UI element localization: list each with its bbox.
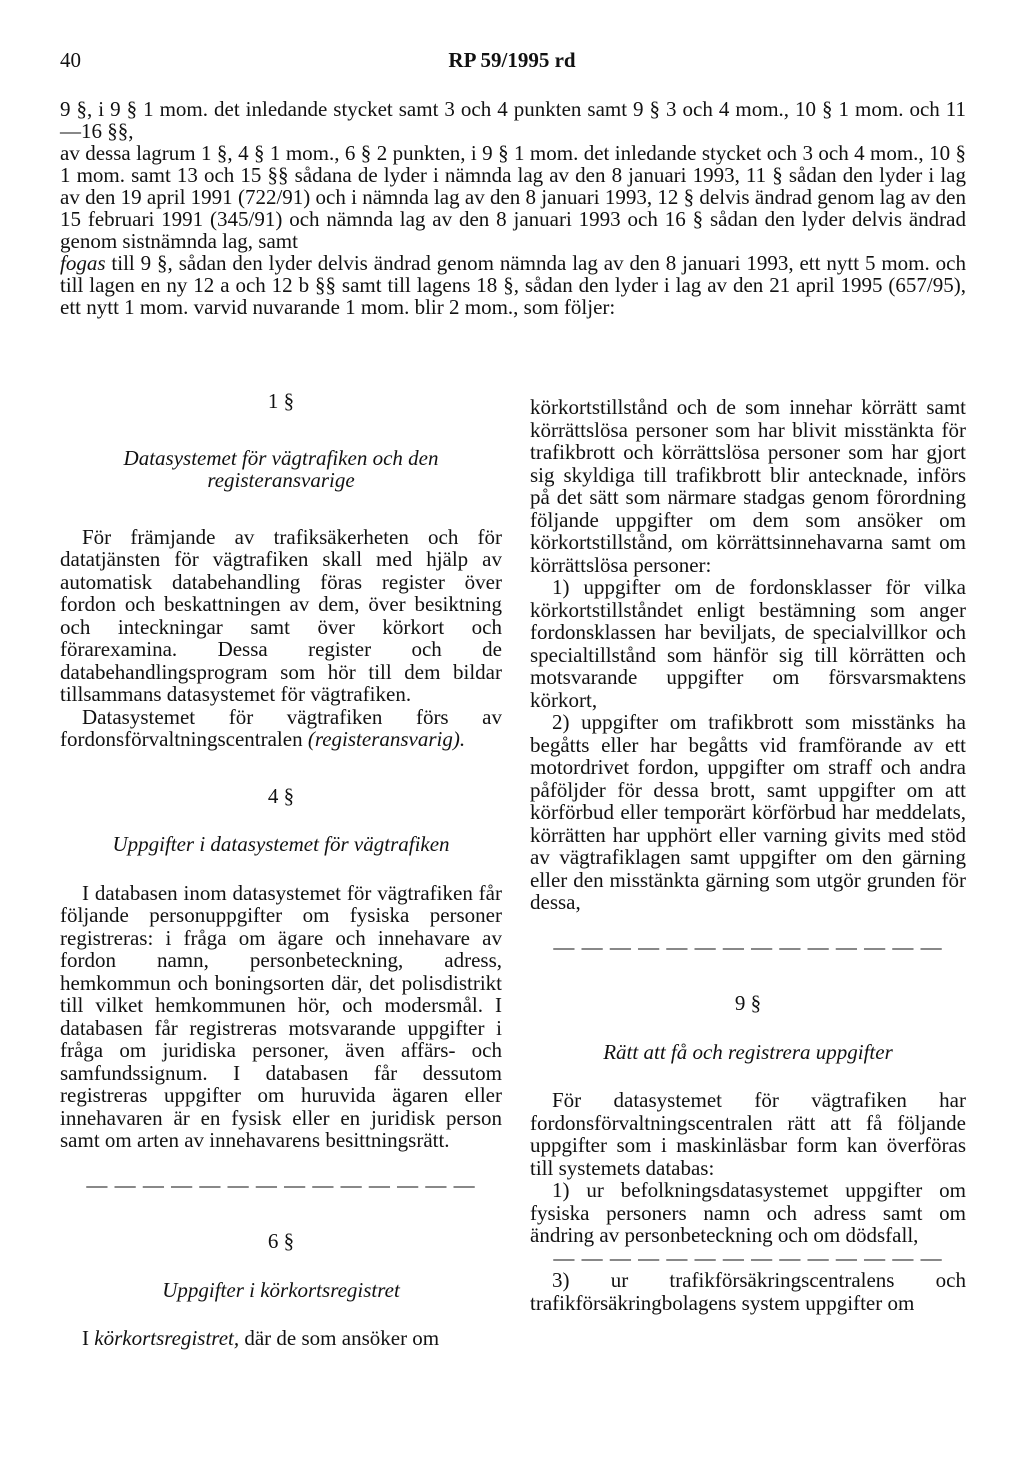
omission-dashes: — — — — — — — — — — — — — — bbox=[553, 935, 943, 958]
section-9-item-3: 3) ur trafikförsäkringscentralens och trafikförsäkringbolagens system uppgifter om bbox=[530, 1268, 966, 1315]
section-6-text-a: I bbox=[82, 1326, 95, 1350]
section-1-number: 1 § bbox=[267, 389, 295, 413]
left-column bbox=[60, 390, 502, 1350]
intro-paragraph-3 bbox=[60, 252, 966, 318]
section-1-paragraph-2-text: Datasystemet för vägtrafiken förs av fordonsförvaltningscentralen bbox=[60, 704, 502, 751]
section-6-paragraph-1 bbox=[60, 1327, 502, 1350]
omission-dashes: — — — — — — — — — — — — — — bbox=[86, 1173, 476, 1196]
section-1-registeransvarig: (registeransvarig). bbox=[307, 727, 466, 751]
right-paragraph-1: körkortstillstånd och de som innehar körrätt samt körrättslösa personer som har blivit misstänkta för trafikbrott och körrättslösa personer som har gjort sig skyldiga till trafikbrott blir antecknade, införs på det sätt som närmare stadgas genom förordning följande uppgifter om dem som ansöker om körkortstillstånd, om körrättsinnehavarna samt om körrättslösa personer: bbox=[530, 395, 966, 577]
intro-paragraph-2: av dessa lagrum 1 §, 4 § 1 mom., 6 § 2 punkten, i 9 § 1 mom. det inledande stycket och 3 och 4 mom., 10 § 1 mom. samt 13 och 15 §§ sådana de lyder i nämnda lag av den 8 januari 1993, 11 § sådan den lyder i lag av den 19 april 1991 (722/91) och i nämnda lag av den 8 januari 1993, 12 § delvis ändrad genom lag av den 15 februari 1991 (345/91) och nämnda lag av den 8 januari 1993 och 16 § sådan den lyder delvis ändrad genom sistnämnda lag, samt bbox=[60, 141, 966, 253]
intro-paragraph-1: 9 §, i 9 § 1 mom. det inledande stycket samt 3 och 4 punkten samt 9 § 3 och 4 mom., 10 § 1 mom. och 11—16 §§, bbox=[60, 97, 966, 143]
section-6-number: 6 § bbox=[267, 1229, 295, 1253]
section-9-number: 9 § bbox=[734, 991, 762, 1015]
section-4-number: 4 § bbox=[267, 783, 295, 808]
section-9-item-1: 1) ur befolkningsdatasystemet uppgifter om fysiska personers namn och adress samt om ändring av personbeteckning och om dödsfall, bbox=[530, 1178, 966, 1247]
section-4-title: Uppgifter i datasystemet för vägtrafiken bbox=[112, 832, 450, 856]
intro-paragraph-3-text: till 9 §, sådan den lyder delvis ändrad genom nämnda lag av den 8 januari 1993, ett nytt 5 mom. och till lagen en ny 12 a och 12 b §§ samt till lagens 18 §, sådan den lyder i lag av den 21 april 1995 (657/95), ett nytt 1 mom. varvid nuvarande 1 mom. blir 2 mom., som följer: bbox=[60, 251, 966, 319]
document-title: RP 59/1995 rd bbox=[448, 48, 576, 72]
section-9-title: Rätt att få och registrera uppgifter bbox=[603, 1039, 893, 1064]
page-header bbox=[60, 48, 964, 78]
intro-text bbox=[60, 98, 966, 318]
right-column bbox=[530, 396, 966, 1314]
section-9-paragraph-1: För datasystemet för vägtrafiken har fordonsförvaltningscentralen rätt att få följande uppgifter som i maskinläsbar form kan överföras till systemets databas: bbox=[530, 1088, 966, 1180]
section-1-paragraph-1: För främjande av trafiksäkerheten och för datatjänsten för vägtrafiken skall med hjälp av automatisk databehandling föras register över fordon och beskattningen av dem, över besiktning och inteckningar samt över körkort och förarexamina. Dessa register och de databehandlingsprogram som hör till dem bildar tillsammans datasystemet för vägtrafiken. bbox=[60, 524, 502, 706]
section-6-title: Uppgifter i körkortsregistret bbox=[162, 1277, 400, 1302]
omission-dashes: — — — — — — — — — — — — — — bbox=[553, 1246, 943, 1269]
section-6-text-c: där de som ansöker om bbox=[239, 1326, 440, 1350]
intro-fogas: fogas bbox=[60, 251, 106, 275]
section-6-korkortsregistret: körkortsregistret, bbox=[94, 1326, 240, 1350]
right-item-2: 2) uppgifter om trafikbrott som misstänks ha begåtts eller har begåtts vid framförande av ett motordrivet fordon, uppgifter om straff och andra påföljder för dessa brott, samt uppgifter om att körförbud eller temporärt körförbud har meddelats, körrätten har upphört eller varning givits med stöd av vägtrafiklagen samt uppgifter om den gärning eller den misstänkta gärning som utgör grunden för dessa, bbox=[530, 710, 966, 914]
section-4-paragraph-1: I databasen inom datasystemet för vägtrafiken får följande personuppgifter om fysiska personer registreras: i fråga om ägare och innehavare av fordon namn, personbeteckning, adress, hemkommun och boningsorten där, det polisdistrikt till vilket hemkommunen hör, och modersmål. I databasen får registreras motsvarande uppgifter i fråga om juridiska personer, även affärs- och samfundssignum. I databasen får dessutom registreras uppgifter om huruvida ägaren eller innehavaren är en fysisk eller en juridisk person samt om arten av innehavarens besittningsrätt. bbox=[60, 880, 502, 1152]
section-1-title: Datasystemet för vägtrafiken och den registeransvarige bbox=[123, 445, 439, 492]
right-item-1: 1) uppgifter om de fordonsklasser för vilka körkortstillståndet enligt bestämning som anger fordonsklassen har beviljats, de specialvillkor och specialtillstånd som hänför sig till körrätten och motsvarande uppgifter om försvarsmaktens körkort, bbox=[530, 575, 966, 712]
section-1-paragraph-2 bbox=[60, 706, 502, 751]
page-number: 40 bbox=[60, 48, 81, 72]
